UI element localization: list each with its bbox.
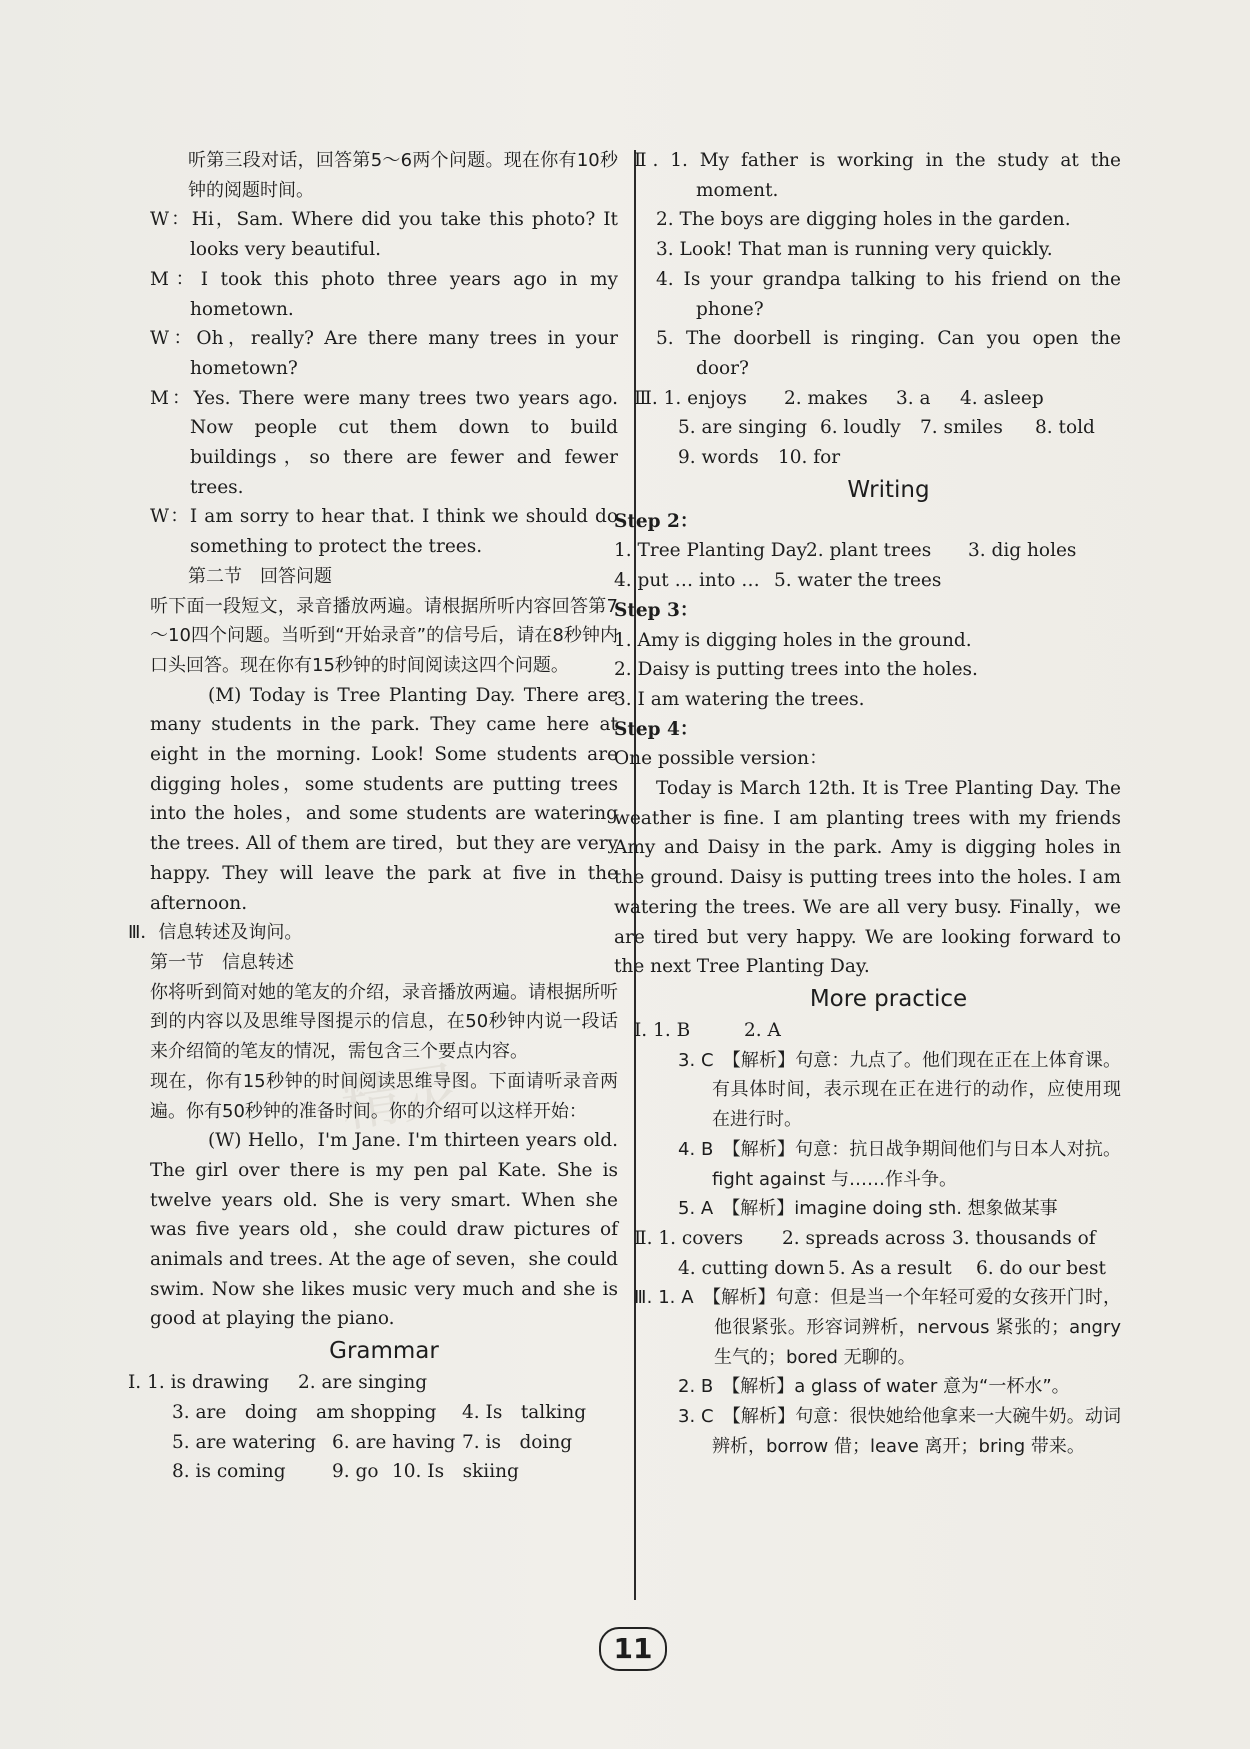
right-column (614, 146, 1121, 1462)
step-4-intro: One possible version： (614, 748, 828, 770)
section-3-instruction-2: 现在，你有15秒钟的时间阅读思维导图。下面请听录音两遍。你有50秒钟的准备时间。你的介绍可以这样开始： (150, 1070, 618, 1122)
listening-passage-2: (W) Hello，I'm Jane. I'm thirteen years old. The girl over there is my pen pal Kate. She is twelve years old. She is very smart. When she was five years old，she could draw pictures of animals and trees. At the age of seven，she could swim. Now she likes music very much and she is good at playing the piano. (150, 1130, 618, 1330)
section-3-answer: Ⅲ. 1. enjoys (634, 387, 747, 409)
step-2-label: Step 2： (614, 510, 699, 532)
section-3-row-1 (634, 384, 1121, 414)
more-practice-answer: Ⅱ. 1. covers (634, 1227, 744, 1249)
grammar-row-1 (128, 1368, 618, 1398)
more-practice-iii-answer-1: Ⅲ. 1. A 【解析】句意：但是当一个年轻可爱的女孩开门时，他很紧张。形容词辨析，nervous 紧张的；angry 生气的；bored 无聊的。 (634, 1287, 1121, 1368)
writing-title: Writing (847, 476, 930, 503)
more-practice-answer-5: 5. A 【解析】imagine doing sth. 想象做某事 (678, 1198, 1058, 1220)
left-column (128, 146, 618, 1487)
grammar-row-4 (150, 1457, 618, 1487)
more-practice-answer: 2. spreads across (782, 1227, 946, 1249)
grammar-answer: 7. is doing (462, 1431, 573, 1453)
more-practice-answer: 2. A (744, 1019, 781, 1041)
grammar-answer: 6. are having (332, 1431, 456, 1453)
dialogue-w2: W：Oh，really? Are there many trees in your hometown? (150, 328, 618, 379)
section-3-answer: 10. for (778, 447, 841, 469)
step-3-answer-3: 3. I am watering the trees. (614, 688, 865, 710)
step-2-answer: 3. dig holes (968, 540, 1077, 562)
step-2-answer: 4. put … into … (614, 570, 760, 592)
section-3-subheading: 第一节 信息转述 (150, 951, 294, 973)
listening-passage-1: (M) Today is Tree Planting Day. There are many students in the park. They came here at eight in the morning. Look! Some students are digging holes，some students are putting trees into the holes，and some students are watering the trees. All of them are tired，but they are very happy. They will leave the park at five in the afternoon. (150, 684, 618, 914)
grammar-answer: 2. are singing (298, 1372, 428, 1394)
more-practice-answer: 6. do our best (976, 1257, 1106, 1279)
grammar-answer: Ⅰ. 1. is drawing (128, 1372, 270, 1394)
section-2-heading: 第二节 回答问题 (188, 565, 332, 587)
section-3-row-3 (656, 443, 1121, 473)
grammar-title: Grammar (329, 1338, 439, 1365)
section-3-answer: 2. makes (784, 387, 868, 409)
grammar-answer: 4. Is talking (462, 1401, 587, 1423)
grammar-row-2 (150, 1398, 618, 1428)
dialogue-w1: W：Hi，Sam. Where did you take this photo? It looks very beautiful. (150, 209, 618, 261)
sample-essay: Today is March 12th. It is Tree Planting Day. The weather is fine. I am planting trees with my friends Amy and Daisy in the park. Amy is digging holes in the ground. Daisy is putting trees into the holes. I am watering the trees. We are all very busy. Finally，we are tired but very happy. We are looking forward to the next Tree Planting Day. (614, 778, 1121, 978)
section-3-row-2 (656, 413, 1121, 443)
more-practice-answer: 5. As a result (828, 1257, 952, 1279)
step-3-answer-1: 1. Amy is digging holes in the ground. (614, 629, 972, 651)
section-3-answer: 5. are singing (678, 417, 808, 439)
dialogue-w3: W：I am sorry to hear that. I think we should do something to protect the trees. (150, 506, 618, 558)
dialogue-m1: M：I took this photo three years ago in my hometown. (150, 268, 618, 320)
grammar-row-3 (150, 1428, 618, 1458)
grammar-answer: 10. Is skiing (392, 1461, 519, 1483)
step-2-answer: 5. water the trees (774, 570, 942, 592)
more-practice-title: More practice (809, 985, 968, 1012)
more-practice-answer-4: 4. B 【解析】句意：抗日战争期间他们与日本人对抗。fight against 与……作斗争。 (678, 1138, 1121, 1190)
section-3-heading: Ⅲ．信息转述及询问。 (128, 922, 303, 944)
step-2-row-2 (614, 566, 1121, 596)
more-practice-ii-row-2 (656, 1254, 1121, 1284)
step-2-answer: 2. plant trees (806, 540, 932, 562)
section-3-instruction: 你将听到简对她的笔友的介绍，录音播放两遍。请根据所听到的内容以及思维导图提示的信息，在50秒钟内说一段话来介绍简的笔友的情况，需包含三个要点内容。 (150, 981, 618, 1063)
page-number: 11 (599, 1627, 667, 1671)
step-3-answer-2: 2. Daisy is putting trees into the holes. (614, 659, 978, 681)
step-4-label: Step 4： (614, 718, 699, 740)
more-practice-answer: 4. cutting down (678, 1257, 825, 1279)
grammar-answer: 3. are doing am shopping (172, 1401, 437, 1423)
more-practice-row-1 (634, 1016, 1121, 1046)
section-2-answer-1: Ⅱ. 1. My father is working in the study at the moment. (634, 150, 1121, 201)
section-3-answer: 6. loudly (820, 417, 901, 439)
more-practice-iii-answer-2: 2. B 【解析】a glass of water 意为“一杯水”。 (678, 1376, 1070, 1398)
more-practice-answer: 3. thousands of (952, 1227, 1096, 1249)
grammar-answer: 9. go (332, 1461, 379, 1483)
section-3-answer: 7. smiles (920, 417, 1003, 439)
section-3-answer: 4. asleep (960, 387, 1044, 409)
more-practice-ii-row-1 (634, 1224, 1121, 1254)
grammar-answer: 8. is coming (172, 1461, 286, 1483)
dialogue-m2: M：Yes. There were many trees two years ago. Now people cut them down to build buildings，so there are fewer and fewer trees. (150, 387, 618, 498)
section-3-answer: 8. told (1035, 417, 1095, 439)
watermark: 精灵 (336, 1054, 465, 1141)
section-3-answer: 9. words (678, 447, 759, 469)
more-practice-iii-answer-3: 3. C 【解析】句意：很快她给他拿来一大碗牛奶。动词辨析，borrow 借；leave 离开；bring 带来。 (678, 1406, 1121, 1457)
section-3-answer: 3. a (896, 387, 931, 409)
step-2-answer: 1. Tree Planting Day (614, 540, 808, 562)
step-2-row-1 (614, 536, 1121, 566)
step-3-label: Step 3： (614, 599, 699, 621)
more-practice-answer-3: 3. C 【解析】句意：九点了。他们现在正在上体育课。有具体时间，表示现在正在进行的动作，应使用现在进行时。 (678, 1049, 1121, 1131)
section-2-answer-5: 5. The doorbell is ringing. Can you open the door? (656, 328, 1121, 379)
section-2-answer-4: 4. Is your grandpa talking to his friend on the phone? (656, 268, 1121, 320)
section-2-instruction: 听下面一段短文，录音播放两遍。请根据所听内容回答第7～10四个问题。当听到“开始录音”的信号后，请在8秒钟内口头回答。现在你有15秒钟的时间阅读这四个问题。 (150, 595, 618, 676)
more-practice-answer: Ⅰ. 1. B (634, 1019, 691, 1041)
section-2-answer-2: 2. The boys are digging holes in the garden. (656, 209, 1071, 231)
section-2-answer-3: 3. Look! That man is running very quickly. (656, 239, 1053, 261)
listening-instruction-3: 听第三段对话，回答第5～6两个问题。现在你有10秒钟的阅题时间。 (188, 150, 618, 201)
grammar-answer: 5. are watering (172, 1431, 316, 1453)
